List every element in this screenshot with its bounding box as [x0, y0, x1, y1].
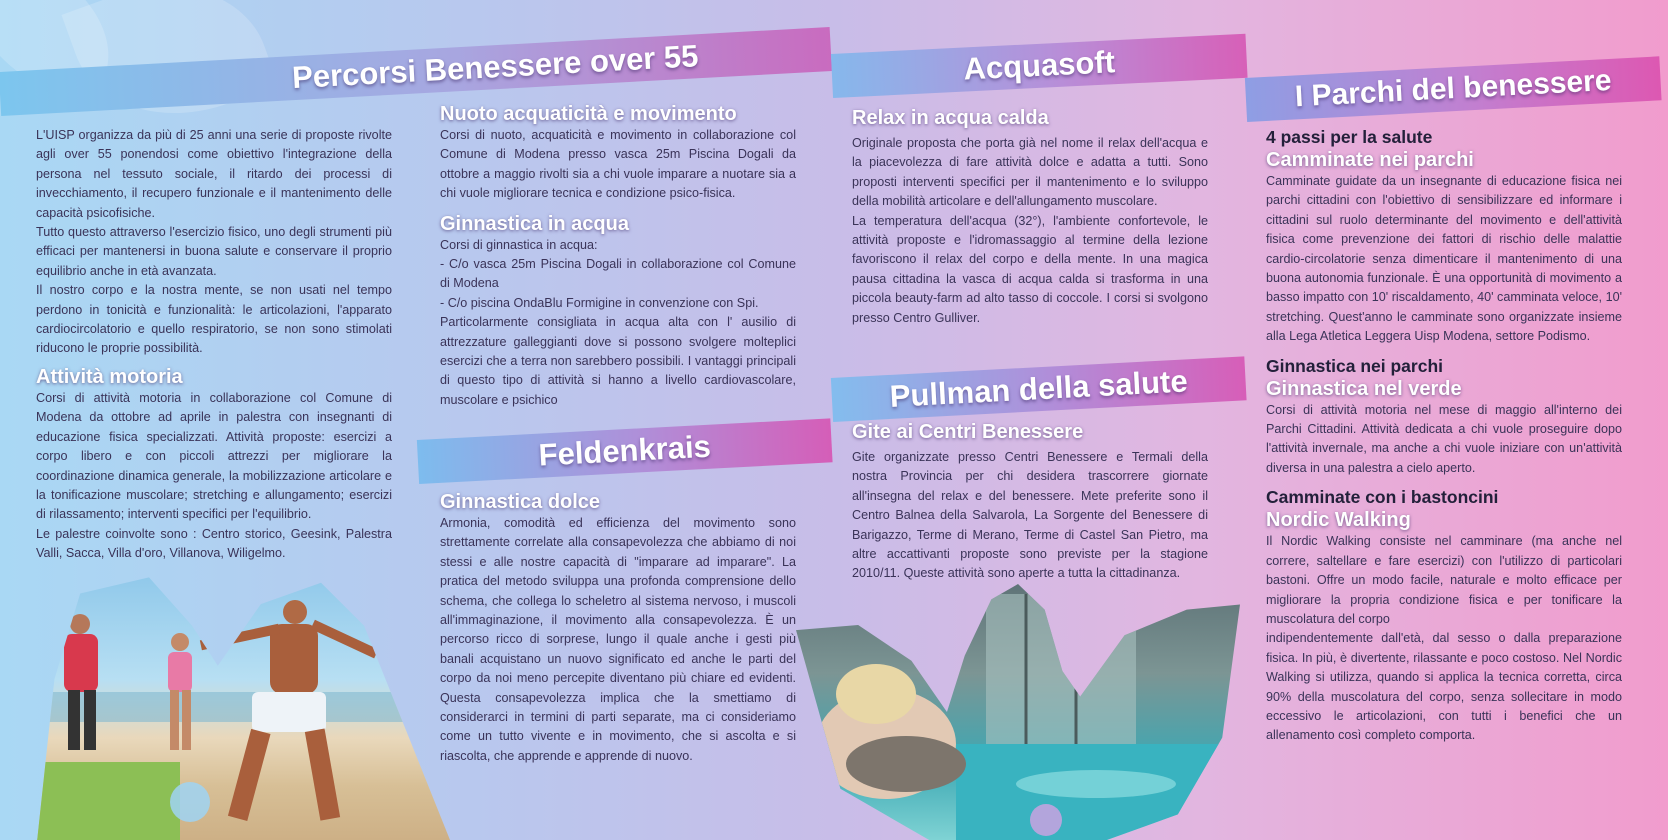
- paragraph: - C/o vasca 25m Piscina Dogali in collaborazione col Comune di Modena: [440, 257, 796, 291]
- paragraph: Le palestre coinvolte sono : Centro storico, Geesink, Palestra Valli, Sacca, Villa d'oro, Villanova, Wiligelmo.: [36, 526, 392, 561]
- paragraph: indipendentemente dall'età, dal sesso o dalla preparazione fisica. In più, è divertente, rilassante e poco costoso. Nel Nordic Walking si utilizza, quando si applica la tecnica corretta, circa 90% della muscolatura del corpo, senza sollecitare in modo eccessivo le articolazioni, con tutti i benefici che un allenamento così completo comporta.: [1266, 631, 1622, 743]
- paragraph: Tutto questo attraverso l'esercizio fisico, uno degli strumenti più efficaci per mantenersi in buona salute e conservare il proprio equilibrio anche in età avanzata.: [36, 225, 392, 278]
- beach-scene-illustration: [20, 572, 450, 840]
- paragraph: Il nostro corpo e la nostra mente, se non usati nel tempo perdono in tonicità e funzionalità: le articolazioni, l'apparato cardiocircolatorio e quello respiratorio, se non sono stimolati riducono le proprie possibilità.: [36, 283, 392, 356]
- column-nuoto: [440, 102, 796, 410]
- paragraph: Gite organizzate presso Centri Benessere e Termali della nostra Provincia per chi desidera trascorrere giornate all'insegna del relax e del benessere. Mete preferite sono il Centro Balnea della Salvarola, La Sorgente del Benessere di Barigazzo, Terme di Merano, Terme di Castel San Pietro, ma altre accattivanti proposte sono previste per la stagione 2010/11. Queste attività sono aperte a tutta la cittadinanza.: [852, 450, 1208, 581]
- heading-nordic-walking: Nordic Walking: [1266, 509, 1411, 532]
- column-pullman: [852, 420, 1208, 584]
- paragraph: Corsi di attività motoria nel mese di maggio all'interno dei Parchi Cittadini. Attività dedicata a chi vuole proseguire dopo l'attività invernale, ma anche a chi vuole iniziare con un'attività diversa in una palestra a cielo aperto.: [1266, 402, 1622, 475]
- paragraph: Il Nordic Walking consiste nel camminare (ma anche nel correre, saltellare e fare esercizi) con l'utilizzo di particolari bastoni. Offre un modo facile, naturale e molto efficace per migliorare la propria condizione fisica e per tonificare la muscolatura del corpo: [1266, 534, 1622, 626]
- heading-ginnastica-verde: Ginnastica nel verde: [1266, 377, 1462, 400]
- heading-ginnastica-parchi: Ginnastica nei parchi: [1266, 355, 1443, 376]
- heading-gite: Gite ai Centri Benessere: [852, 421, 1084, 443]
- paragraph: Corsi di ginnastica in acqua:: [440, 237, 598, 252]
- heading-4-passi: 4 passi per la salute: [1266, 127, 1433, 147]
- paragraph: Corsi di nuoto, acquaticità e movimento in collaborazione col Comune di Modena presso vasca 25m Piscina Dogali da ottobre a maggio rivolti sia a chi vuole imparare a nuotare sia a chi vuole migliorare tecnica e condizione psico-fisica.: [440, 128, 796, 201]
- heading-nuoto: Nuoto acquaticità e movimento: [440, 103, 737, 125]
- banner-percorsi: Percorsi Benessere over 55: [0, 27, 832, 116]
- column-parchi: [1266, 126, 1622, 746]
- paragraph: Armonia, comodità ed efficienza del movimento sono strettamente correlate alla consapevolezza che abbiamo di noi stessi e alle nostre capacità di "imparare ad imparare". La pratica del metodo sviluppa una profonda comprensione dello schema, che collega lo scheletro al sistema nervoso, i muscoli all'immaginazione, il movimento alla consapevolezza. È un percorso ricco di sorprese, lungo il quale anche i gesti più banali acquistano un nuovo significato ed anche le parti del corpo da noi meno percepite diventano più chiare ed evidenti. Questa consapevolezza implica che la smettiamo di considerarci in termini di parti separate, ma ci consideriamo come un tutto vivente e in movimento, che si ascolta e si riascolta, che apprende e apprende di nuovo.: [440, 516, 796, 763]
- banner-acquasoft: Acquasoft: [831, 34, 1248, 98]
- banner-parchi: I Parchi del benessere: [1245, 56, 1662, 122]
- photo-spa: [796, 584, 1240, 840]
- heading-bastoncini: Camminate con i bastoncini: [1266, 487, 1499, 508]
- heading-camminate-parchi: Camminate nei parchi: [1266, 149, 1474, 171]
- heading-ginnastica-acqua: Ginnastica in acqua: [440, 212, 629, 235]
- paragraph: Camminate guidate da un insegnante di educazione fisica nei parchi cittadini con l'obiettivo di sensibilizzare ed informare i cittadini sul ruolo determinante del movimento e dell'attività fisica come prevenzione dei fattori di rischio delle malattie cardio-circolatorie senza dimenticare il mantenimento di una buona autonomia funzionale. È una opportunità di movimento a basso impatto con 10' riscaldamento, 40' camminata veloce, 10' stretching. Quest'anno le camminate sono organizzate insieme alla Lega Atletica Leggera Uisp Modena, settore Podismo.: [1266, 174, 1622, 344]
- heading-relax: Relax in acqua calda: [852, 107, 1049, 129]
- column-feldenkrais: [440, 490, 796, 766]
- banner-feldenkrais: Feldenkrais: [417, 418, 833, 484]
- paragraph: - C/o piscina OndaBlu Formigine in convenzione con Spi.: [440, 295, 759, 310]
- banner-pullman: Pullman della salute: [831, 356, 1247, 422]
- spa-scene-illustration: [796, 584, 1240, 840]
- heading-ginnastica-dolce: Ginnastica dolce: [440, 491, 601, 513]
- column-percorsi: [36, 126, 392, 564]
- paragraph: Particolarmente consigliata in acqua alta con l' ausilio di attrezzature galleggianti dove si possono svolgere molteplici esercizi che a terra non sarebbero possibili. I vantaggi principali di questo tipo di attività si hanno a livello cardiovascolare, muscolare e psichico: [440, 315, 796, 407]
- photo-beach-exercise: [20, 572, 450, 840]
- column-acquasoft: [852, 106, 1208, 328]
- paragraph: Originale proposta che porta già nel nome il relax dell'acqua e la piacevolezza di fare attività dolce e adatta a tutti. Sono proposti interventi specifici per il mantenimento e lo sviluppo della mobilità articolare e dell'allungamento muscolare.: [852, 136, 1208, 209]
- heading-attivita-motoria: Attività motoria: [36, 365, 183, 388]
- paragraph: La temperatura dell'acqua (32°), l'ambiente confortevole, le attività proposte e l'idromassaggio al termine della lezione favoriscono il relax del corpo e della mente. In una magica pausa cittadina la vasca di acqua calda si trasforma in una piccola beauty-farm ad alto tasso di coccole. I corsi si svolgono presso Centro Gulliver.: [852, 213, 1208, 325]
- intro-paragraph: L'UISP organizza da più di 25 anni una serie di proposte rivolte agli over 55 ponendosi come obiettivo l'integrazione della persona nel tessuto sociale, il ritardo dei processi di invecchiamento, il recupero funzionale e il mantenimento delle capacità psicofisiche.: [36, 128, 392, 220]
- paragraph: Corsi di attività motoria in collaborazione col Comune di Modena da ottobre ad aprile in palestra con insegnanti di educazione fisica specializzati. Attività proposte: esercizi a corpo libero e con piccoli attrezzi per migliorare la coordinazione dinamica generale, la mobilizzazione articolare e la tonificazione muscolare; stretching e allungamento; esercizi di rilassamento; interventi specifici per l'equilibrio.: [36, 390, 392, 522]
